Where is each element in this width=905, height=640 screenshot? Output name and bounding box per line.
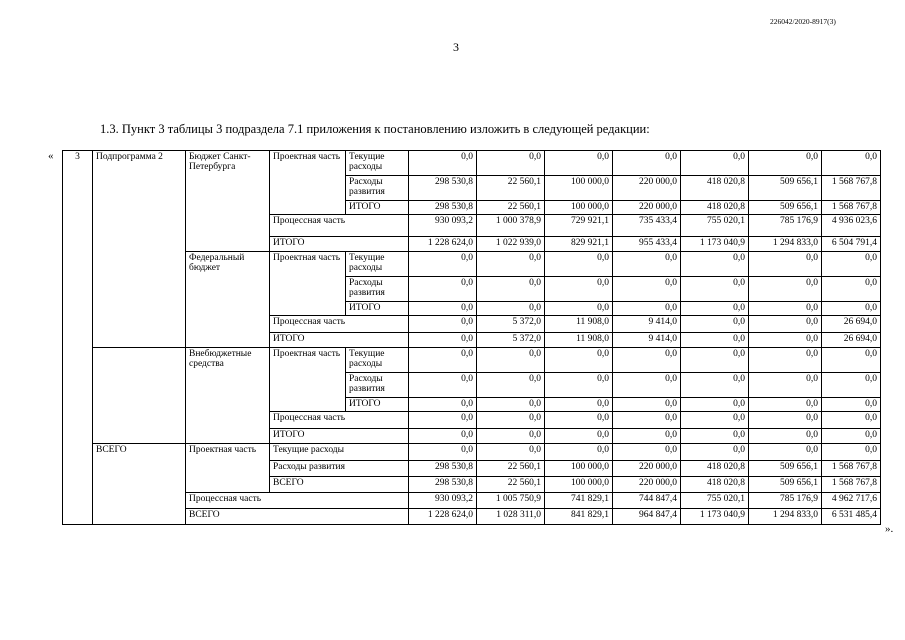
value-cell: 0,0 [409, 316, 477, 333]
value-cell: 785 176,9 [749, 493, 822, 509]
label-itogo: ИТОГО [346, 201, 409, 215]
value-cell: 0,0 [477, 252, 545, 277]
source-extra: Внебюджетные средства [186, 348, 270, 444]
value-cell: 729 921,1 [545, 215, 613, 237]
value-cell: 5 372,0 [477, 333, 545, 348]
label-itogo: ИТОГО [270, 333, 409, 348]
value-cell: 0,0 [545, 444, 613, 461]
value-cell: 0,0 [749, 316, 822, 333]
value-cell: 298 530,8 [409, 461, 477, 477]
value-cell: 829 921,1 [545, 237, 613, 252]
program-name-blank [93, 348, 186, 444]
value-cell: 1 568 767,8 [822, 201, 881, 215]
value-cell: 0,0 [613, 412, 681, 429]
value-cell: 0,0 [681, 429, 749, 444]
value-cell: 0,0 [822, 348, 881, 373]
table-row [63, 444, 881, 461]
label-current: Текущие расходы [346, 348, 409, 373]
section-heading: 1.3. Пункт 3 таблицы 3 подраздела 7.1 приложения к постановлению изложить в следующей редакции: [100, 122, 650, 136]
value-cell: 0,0 [749, 412, 822, 429]
value-cell: 0,0 [749, 151, 822, 176]
value-cell: 0,0 [409, 277, 477, 302]
value-cell: 0,0 [409, 373, 477, 398]
value-cell: 0,0 [545, 398, 613, 412]
opening-quote: « [48, 150, 54, 162]
value-cell: 22 560,1 [477, 176, 545, 201]
value-cell: 930 093,2 [409, 493, 477, 509]
value-cell: 0,0 [749, 302, 822, 316]
table-row [63, 493, 881, 509]
value-cell: 0,0 [822, 252, 881, 277]
value-cell: 0,0 [681, 444, 749, 461]
row-number: 3 [63, 151, 93, 525]
value-cell: 0,0 [409, 348, 477, 373]
value-cell: 0,0 [681, 316, 749, 333]
value-cell: 100 000,0 [545, 477, 613, 493]
value-cell: 0,0 [749, 277, 822, 302]
value-cell: 755 020,1 [681, 215, 749, 237]
label-current: Текущие расходы [346, 151, 409, 176]
label-dev: Расходы развития [270, 461, 409, 477]
value-cell: 509 656,1 [749, 477, 822, 493]
value-cell: 418 020,8 [681, 461, 749, 477]
value-cell: 0,0 [681, 302, 749, 316]
category-project: Проектная часть [270, 151, 346, 215]
value-cell: 0,0 [477, 373, 545, 398]
label-dev: Расходы развития [346, 277, 409, 302]
value-cell: 744 847,4 [613, 493, 681, 509]
value-cell: 0,0 [477, 444, 545, 461]
value-cell: 1 228 624,0 [409, 237, 477, 252]
value-cell: 0,0 [822, 429, 881, 444]
value-cell: 0,0 [749, 398, 822, 412]
label-dev: Расходы развития [346, 176, 409, 201]
value-cell: 1 568 767,8 [822, 461, 881, 477]
value-cell: 9 414,0 [613, 333, 681, 348]
value-cell: 0,0 [477, 412, 545, 429]
value-cell: 0,0 [545, 277, 613, 302]
source-fed: Федеральный бюджет [186, 252, 270, 348]
value-cell: 1 568 767,8 [822, 477, 881, 493]
value-cell: 930 093,2 [409, 215, 477, 237]
table-row [63, 348, 881, 373]
value-cell: 1 028 311,0 [477, 509, 545, 525]
value-cell: 0,0 [681, 373, 749, 398]
value-cell: 0,0 [681, 333, 749, 348]
value-cell: 0,0 [613, 373, 681, 398]
value-cell: 0,0 [409, 398, 477, 412]
category-project: Проектная часть [270, 348, 346, 412]
value-cell: 0,0 [545, 348, 613, 373]
value-cell: 0,0 [613, 444, 681, 461]
value-cell: 100 000,0 [545, 201, 613, 215]
value-cell: 0,0 [613, 252, 681, 277]
value-cell: 5 372,0 [477, 316, 545, 333]
value-cell: 4 936 023,6 [822, 215, 881, 237]
value-cell: 11 908,0 [545, 316, 613, 333]
program-name: Подпрограмма 2 [93, 151, 186, 348]
value-cell: 0,0 [681, 348, 749, 373]
label-current: Текущие расходы [346, 252, 409, 277]
value-cell: 0,0 [545, 429, 613, 444]
budget-table [62, 150, 881, 525]
value-cell: 0,0 [749, 252, 822, 277]
value-cell: 220 000,0 [613, 176, 681, 201]
value-cell: 11 908,0 [545, 333, 613, 348]
value-cell: 0,0 [477, 398, 545, 412]
value-cell: 1 005 750,9 [477, 493, 545, 509]
value-cell: 418 020,8 [681, 176, 749, 201]
value-cell: 0,0 [409, 444, 477, 461]
value-cell: 418 020,8 [681, 201, 749, 215]
value-cell: 220 000,0 [613, 461, 681, 477]
value-cell: 418 020,8 [681, 477, 749, 493]
value-cell: 220 000,0 [613, 201, 681, 215]
value-cell: 0,0 [545, 412, 613, 429]
value-cell: 26 694,0 [822, 316, 881, 333]
value-cell: 4 962 717,6 [822, 493, 881, 509]
value-cell: 0,0 [681, 252, 749, 277]
page-number: 3 [453, 40, 459, 54]
closing-quote: ». [885, 523, 894, 535]
value-cell: 1 173 040,9 [681, 237, 749, 252]
value-cell: 0,0 [749, 348, 822, 373]
value-cell: 0,0 [613, 429, 681, 444]
value-cell: 0,0 [681, 398, 749, 412]
label-itogo: ИТОГО [270, 237, 409, 252]
value-cell: 785 176,9 [749, 215, 822, 237]
value-cell: 0,0 [822, 398, 881, 412]
value-cell: 509 656,1 [749, 176, 822, 201]
value-cell: 509 656,1 [749, 201, 822, 215]
value-cell: 100 000,0 [545, 461, 613, 477]
value-cell: 0,0 [613, 302, 681, 316]
value-cell: 0,0 [613, 348, 681, 373]
label-dev: Расходы развития [346, 373, 409, 398]
value-cell: 220 000,0 [613, 477, 681, 493]
value-cell: 100 000,0 [545, 176, 613, 201]
value-cell: 0,0 [477, 348, 545, 373]
value-cell: 0,0 [409, 252, 477, 277]
value-cell: 755 020,1 [681, 493, 749, 509]
value-cell: 964 847,4 [613, 509, 681, 525]
value-cell: 6 504 791,4 [822, 237, 881, 252]
value-cell: 1 173 040,9 [681, 509, 749, 525]
value-cell: 6 531 485,4 [822, 509, 881, 525]
value-cell: 298 530,8 [409, 477, 477, 493]
value-cell: 0,0 [409, 429, 477, 444]
grand-total-label: ВСЕГО [93, 444, 186, 525]
document-id: 226042/2020-8917(3) [770, 17, 836, 26]
value-cell: 1 022 939,0 [477, 237, 545, 252]
value-cell: 298 530,8 [409, 201, 477, 215]
value-cell: 0,0 [613, 151, 681, 176]
label-process: Процессная часть [186, 493, 409, 509]
value-cell: 0,0 [613, 398, 681, 412]
category-project: Проектная часть [270, 252, 346, 316]
value-cell: 841 829,1 [545, 509, 613, 525]
value-cell: 0,0 [477, 429, 545, 444]
value-cell: 1 294 833,0 [749, 237, 822, 252]
value-cell: 0,0 [822, 444, 881, 461]
table-row [63, 509, 881, 525]
value-cell: 0,0 [545, 151, 613, 176]
value-cell: 1 228 624,0 [409, 509, 477, 525]
value-cell: 0,0 [409, 412, 477, 429]
value-cell: 0,0 [681, 151, 749, 176]
value-cell: 0,0 [409, 302, 477, 316]
value-cell: 0,0 [409, 333, 477, 348]
value-cell: 0,0 [822, 412, 881, 429]
value-cell: 9 414,0 [613, 316, 681, 333]
label-vsego: ВСЕГО [270, 477, 409, 493]
value-cell: 0,0 [681, 412, 749, 429]
label-current: Текущие расходы [270, 444, 409, 461]
value-cell: 0,0 [822, 373, 881, 398]
table-row [63, 151, 881, 176]
label-process: Процессная часть [270, 316, 409, 333]
value-cell: 0,0 [545, 252, 613, 277]
value-cell: 735 433,4 [613, 215, 681, 237]
value-cell: 0,0 [477, 277, 545, 302]
value-cell: 0,0 [545, 302, 613, 316]
label-vsego: ВСЕГО [186, 509, 409, 525]
label-itogo: ИТОГО [346, 302, 409, 316]
value-cell: 0,0 [749, 333, 822, 348]
label-itogo: ИТОГО [346, 398, 409, 412]
value-cell: 0,0 [545, 373, 613, 398]
value-cell: 22 560,1 [477, 461, 545, 477]
value-cell: 0,0 [477, 302, 545, 316]
value-cell: 0,0 [409, 151, 477, 176]
value-cell: 0,0 [822, 302, 881, 316]
value-cell: 0,0 [681, 277, 749, 302]
value-cell: 0,0 [477, 151, 545, 176]
source-spb: Бюджет Санкт-Петербурга [186, 151, 270, 252]
label-process: Процессная часть [270, 412, 409, 429]
value-cell: 0,0 [749, 429, 822, 444]
value-cell: 0,0 [822, 277, 881, 302]
value-cell: 0,0 [749, 444, 822, 461]
value-cell: 22 560,1 [477, 477, 545, 493]
value-cell: 1 294 833,0 [749, 509, 822, 525]
value-cell: 0,0 [822, 151, 881, 176]
value-cell: 1 000 378,9 [477, 215, 545, 237]
value-cell: 26 694,0 [822, 333, 881, 348]
label-itogo: ИТОГО [270, 429, 409, 444]
value-cell: 0,0 [613, 277, 681, 302]
value-cell: 509 656,1 [749, 461, 822, 477]
value-cell: 1 568 767,8 [822, 176, 881, 201]
value-cell: 955 433,4 [613, 237, 681, 252]
value-cell: 0,0 [749, 373, 822, 398]
category-project: Проектная часть [186, 444, 270, 493]
value-cell: 22 560,1 [477, 201, 545, 215]
label-process: Процессная часть [270, 215, 409, 237]
value-cell: 298 530,8 [409, 176, 477, 201]
table-row [63, 252, 881, 277]
value-cell: 741 829,1 [545, 493, 613, 509]
